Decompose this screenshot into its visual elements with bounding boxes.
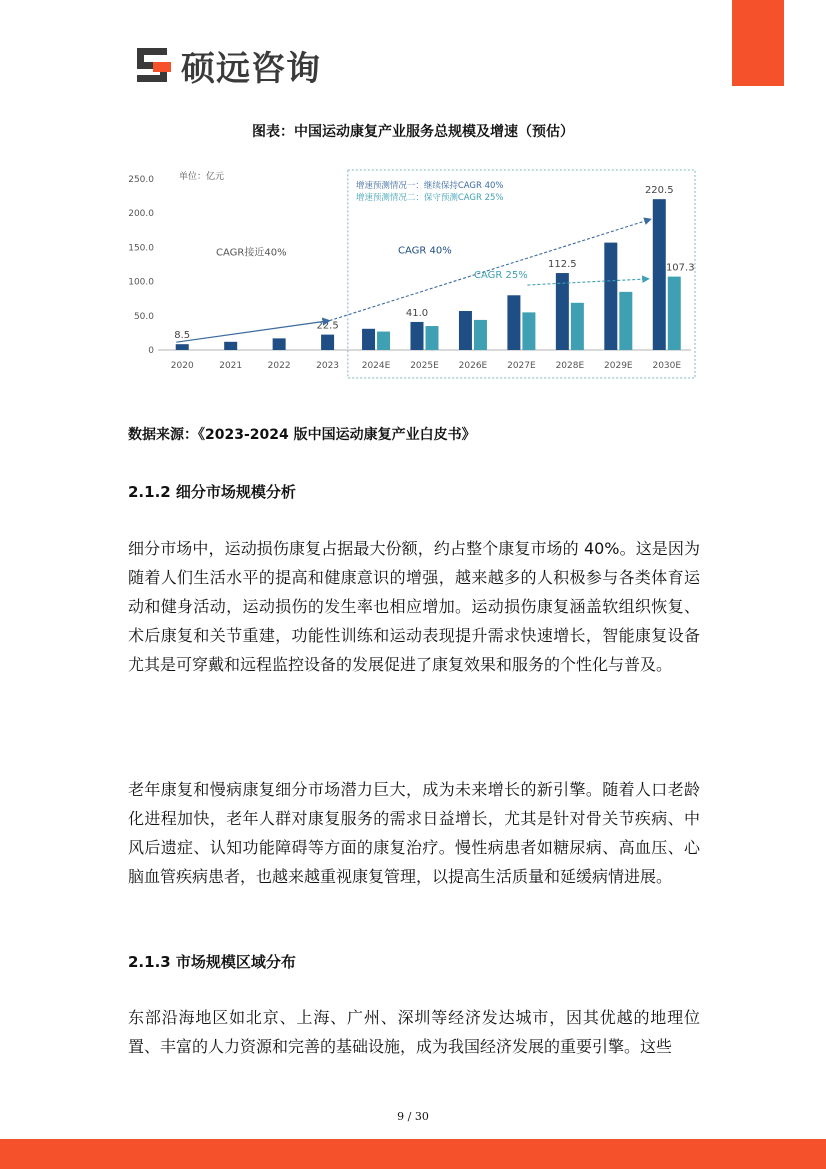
y-tick-label: 200.0 [128, 209, 154, 220]
annotation-cagr-25: CAGR 25% [474, 269, 528, 281]
y-tick-label: 100.0 [128, 277, 154, 288]
bar-scenario-1 [653, 199, 666, 350]
annotation-cagr-historical: CAGR接近40% [216, 247, 287, 259]
bar-scenario-2 [522, 312, 535, 350]
section-title-2-1-3: 2.1.3 市场规模区域分布 [128, 953, 296, 971]
x-tick-label: 2023 [316, 361, 340, 371]
logo-mark-icon [133, 44, 175, 86]
unit-label: 单位：亿元 [179, 172, 225, 182]
legend-scenario-2: 增速预测情况二：保守预测CAGR 25% [355, 193, 504, 203]
value-label: 41.0 [405, 307, 429, 319]
paragraph-regional: 东部沿海地区如北京、上海、广州、深圳等经济发达城市，因其优越的地理位置、丰富的人力资源和完善的基础设施，成为我国经济发展的重要引擎。这些 [128, 1008, 700, 1056]
bar-scenario-1 [176, 344, 189, 350]
trend-arrow-cagr-25 [527, 279, 648, 285]
x-tick-label: 2020 [170, 361, 194, 371]
paragraph-segment-analysis: 细分市场中，运动损伤康复占据最大份额，约占整个康复市场的 40%。这是因为随着人们生活水平的提高和健康意识的增强，越来越多的人积极参与各类体育运动和健身活动，运动损伤的发生率也相应增加。运动损伤康复涵盖软组织恢复、术后康复和关节重建，功能性训练和运动表现提升需求快速增长，智能康复设备尤其是可穿戴和远程监控设备的发展促进了康复效果和服务的个性化与普及。 [128, 539, 700, 674]
bar-scenario-1 [556, 273, 569, 350]
x-tick-label: 2029E [604, 361, 633, 371]
bar-scenario-1 [411, 322, 424, 350]
corner-accent-block [732, 0, 784, 86]
x-tick-label: 2026E [458, 361, 488, 371]
value-label: 112.5 [548, 259, 577, 271]
y-tick-label: 150.0 [128, 243, 154, 254]
x-tick-label: 2025E [410, 361, 439, 371]
page-number: 9 / 30 [397, 1110, 429, 1123]
bottom-accent-bar [0, 1139, 826, 1169]
x-tick-label: 2024E [361, 361, 391, 371]
data-source: 数据来源：《2023-2024 版中国运动康复产业白皮书》 [128, 427, 476, 443]
bar-scenario-2 [474, 320, 487, 350]
x-tick-label: 2021 [219, 361, 243, 371]
x-tick-label: 2022 [267, 361, 291, 371]
legend-scenario-1: 增速预测情况一：继续保持CAGR 40% [355, 181, 504, 191]
paragraph-elderly-rehab: 老年康复和慢病康复细分市场潜力巨大，成为未来增长的新引擎。随着人口老龄化进程加快，老年人群对康复服务的需求日益增长，尤其是针对骨关节疾病、中风后遗症、认知功能障碍等方面的康复治疗。慢性病患者如糖尿病、高血压、心脑血管疾病患者，也越来越重视康复管理，以提高生活质量和延缓病情进展。 [128, 780, 700, 886]
trend-arrow-historical [176, 321, 329, 343]
bar-scenario-1 [321, 335, 334, 350]
bar-scenario-2 [377, 332, 390, 350]
bar-scenario-2 [571, 303, 584, 350]
bar-scenario-2 [668, 277, 681, 350]
logo [133, 44, 321, 89]
section-title-2-1-2: 2.1.2 细分市场规模分析 [128, 483, 296, 501]
value-label: 8.5 [174, 330, 191, 342]
value-label: 107.3 [665, 262, 695, 274]
market-size-chart [128, 162, 698, 382]
annotation-cagr-40: CAGR 40% [398, 245, 452, 257]
bar-scenario-1 [362, 329, 375, 350]
y-tick-label: 250.0 [128, 175, 154, 185]
bar-scenario-1 [507, 295, 520, 350]
bar-scenario-2 [619, 292, 632, 350]
value-label: 220.5 [644, 185, 674, 197]
bar-scenario-1 [604, 243, 617, 350]
bar-scenario-2 [426, 326, 439, 350]
value-label: 22.5 [316, 320, 339, 332]
logo-text: 硕远咨询 [181, 48, 321, 89]
bar-scenario-1 [459, 311, 472, 350]
bar-scenario-1 [273, 338, 286, 350]
y-tick-label: 50.0 [133, 311, 154, 322]
x-tick-label: 2030E [652, 361, 682, 371]
figure-title: 图表：中国运动康复产业服务总规模及增速（预估） [252, 124, 574, 140]
y-tick-label: 0 [148, 346, 154, 356]
x-tick-label: 2028E [555, 361, 585, 371]
bar-scenario-1 [224, 342, 237, 350]
x-tick-label: 2027E [507, 361, 536, 371]
